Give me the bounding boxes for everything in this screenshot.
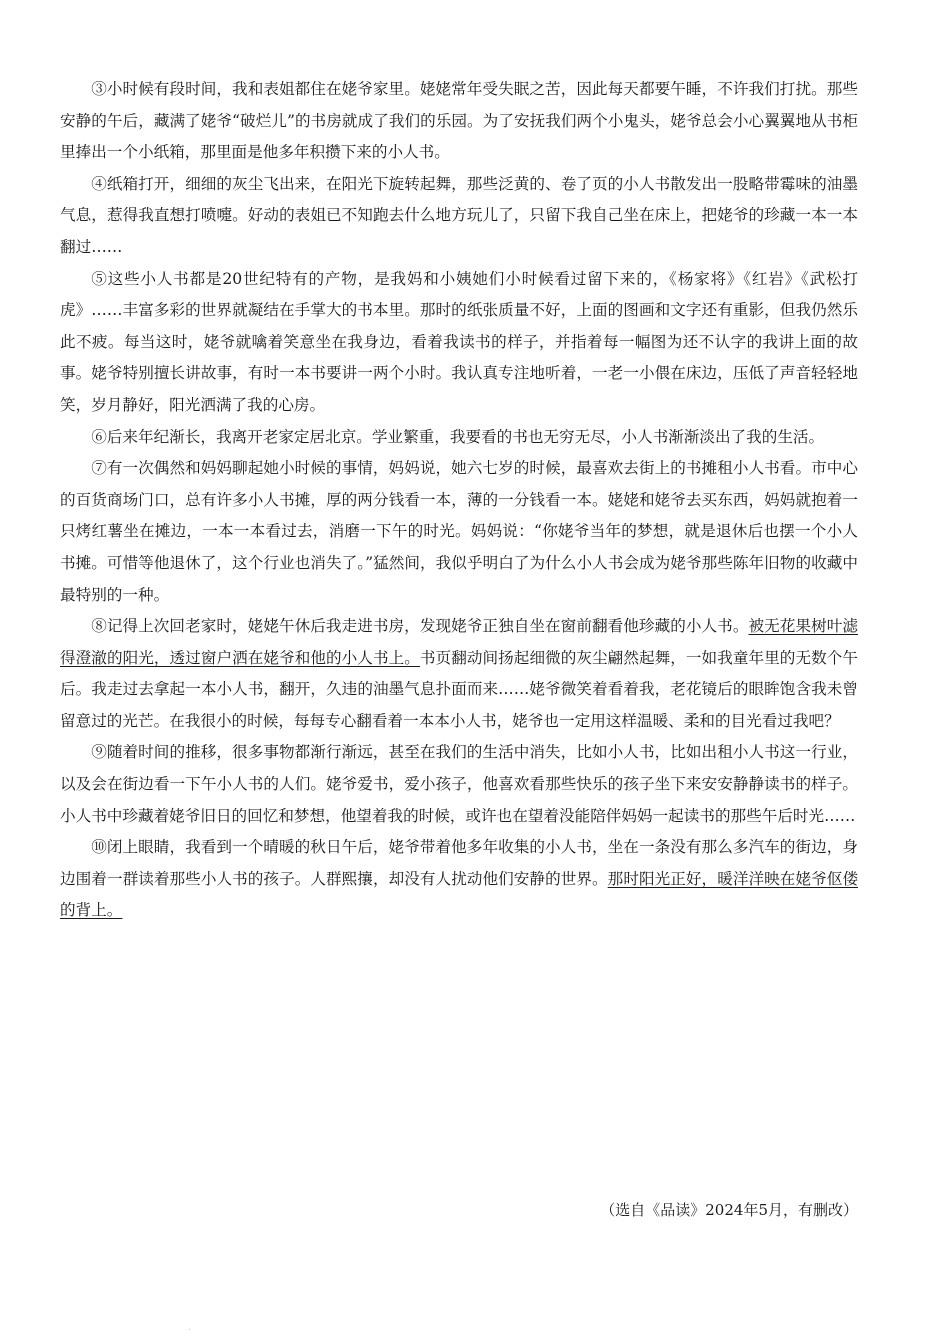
paragraph-7: ⑦有一次偶然和妈妈聊起她小时候的事情，妈妈说，她六七岁的时候，最喜欢去街上的书摊租小人书看。市中心的百货商场门口，总有许多小人书摊，厚的两分钱看一本，薄的一分钱看一本。姥姥和姥爷去买东西，妈妈就抱着一只烤红薯坐在摊边，一本一本看过去，消磨一下午的时光。妈妈说：“你姥爷当年的梦想，就是退休后也摆一个小人书摊。可惜等他退休了，这个行业也消失了。”猛然间，我似乎明白了为什么小人书会成为姥爷那些陈年旧物的收藏中最特别的一种。 [60,459,858,604]
source-citation: （选自《品读》2024年5月，有删改） [600,1201,858,1219]
article-body [60,74,858,927]
paragraph-8-underlined-sentence: 被无花果树叶滤得澄澈的阳光，透过窗户洒在姥爷和他的小人书上。 [60,617,858,667]
paragraph-4: ④纸箱打开，细细的灰尘飞出来，在阳光下旋转起舞，那些泛黄的、卷了页的小人书散发出一股略带霉味的油墨气息，惹得我直想打喷嚏。好动的表姐已不知跑去什么地方玩儿了，只留下我自己坐在床上，把姥爷的珍藏一本一本翻过…… [60,174,858,256]
paragraph-10 [60,832,858,927]
paragraph-5: ⑤这些小人书都是20世纪特有的产物，是我妈和小姨她们小时候看过留下来的，《杨家将》《红岩》《武松打虎》……丰富多彩的世界就凝结在手掌大的书本里。那时的纸张质量不好，上面的图画和文字还有重影，但我仍然乐此不疲。每当这时，姥爷就噙着笑意坐在我身边，看着我读书的样子，并指着每一幅图为还不认字的我讲上面的故事。姥爷特别擅长讲故事，有时一本书要讲一两个小时。我认真专注地听着，一老一小偎在床边，压低了声音轻轻地笑，岁月静好，阳光洒满了我的心房。 [60,269,858,414]
paragraph-8 [60,611,858,737]
footer-dot: · [188,1325,192,1336]
paragraph-9: ⑨随着时间的推移，很多事物都渐行渐远，甚至在我们的生活中消失，比如小人书，比如出租小人书这一行业，以及会在街边看一下午小人书的人们。姥爷爱书，爱小孩子，他喜欢看那些快乐的孩子坐下来安安静静读书的样子。小人书中珍藏着姥爷旧日的回忆和梦想，他望着我的时候，或许也在望着没能陪伴妈妈一起读书的那些午后时光…… [60,743,858,825]
paragraph-8-start: ⑧记得上次回老家时，姥姥午休后我走进书房，发现姥爷正独自坐在窗前翻看他珍藏的小人书。 [91,617,749,636]
paragraph-6: ⑥后来年纪渐长，我离开老家定居北京。学业繁重，我要看的书也无穷无尽，小人书渐渐淡出了我的生活。 [91,427,825,446]
paragraph-10-underlined-sentence: 那时阳光正好，暖洋洋映在姥爷伛偻的背上。 [60,869,858,920]
paragraph-10-start: ⑩闭上眼睛，我看到一个晴暖的秋日午后，姥爷带着他多年收集的小人书，坐在一条没有那么多汽车的街边，身边围着一群读着那些小人书的孩子。人群熙攘，却没有人扰动他们安静的世界。 [60,838,858,888]
paragraph-8-end: 书页翻动间扬起细微的灰尘翩然起舞，一如我童年里的无数个午后。我走过去拿起一本小人书，翻开，久违的油墨气息扑面而来……姥爷微笑着看着我，老花镜后的眼眸饱含我未曾留意过的光芒。在我很小的时候，每每专心翻看着一本本小人书，姥爷也一定用这样温暖、柔和的目光看过我吧？ [60,648,858,730]
paragraph-3: ③小时候有段时间，我和表姐都住在姥爷家里。姥姥常年受失眠之苦，因此每天都要午睡，不许我们打扰。那些安静的午后，藏满了姥爷“破烂儿”的书房就成了我们的乐园。为了安抚我们两个小鬼头，姥爷总会小心翼翼地从书柜里捧出一个小纸箱，那里面是他多年积攒下来的小人书。 [60,80,858,162]
